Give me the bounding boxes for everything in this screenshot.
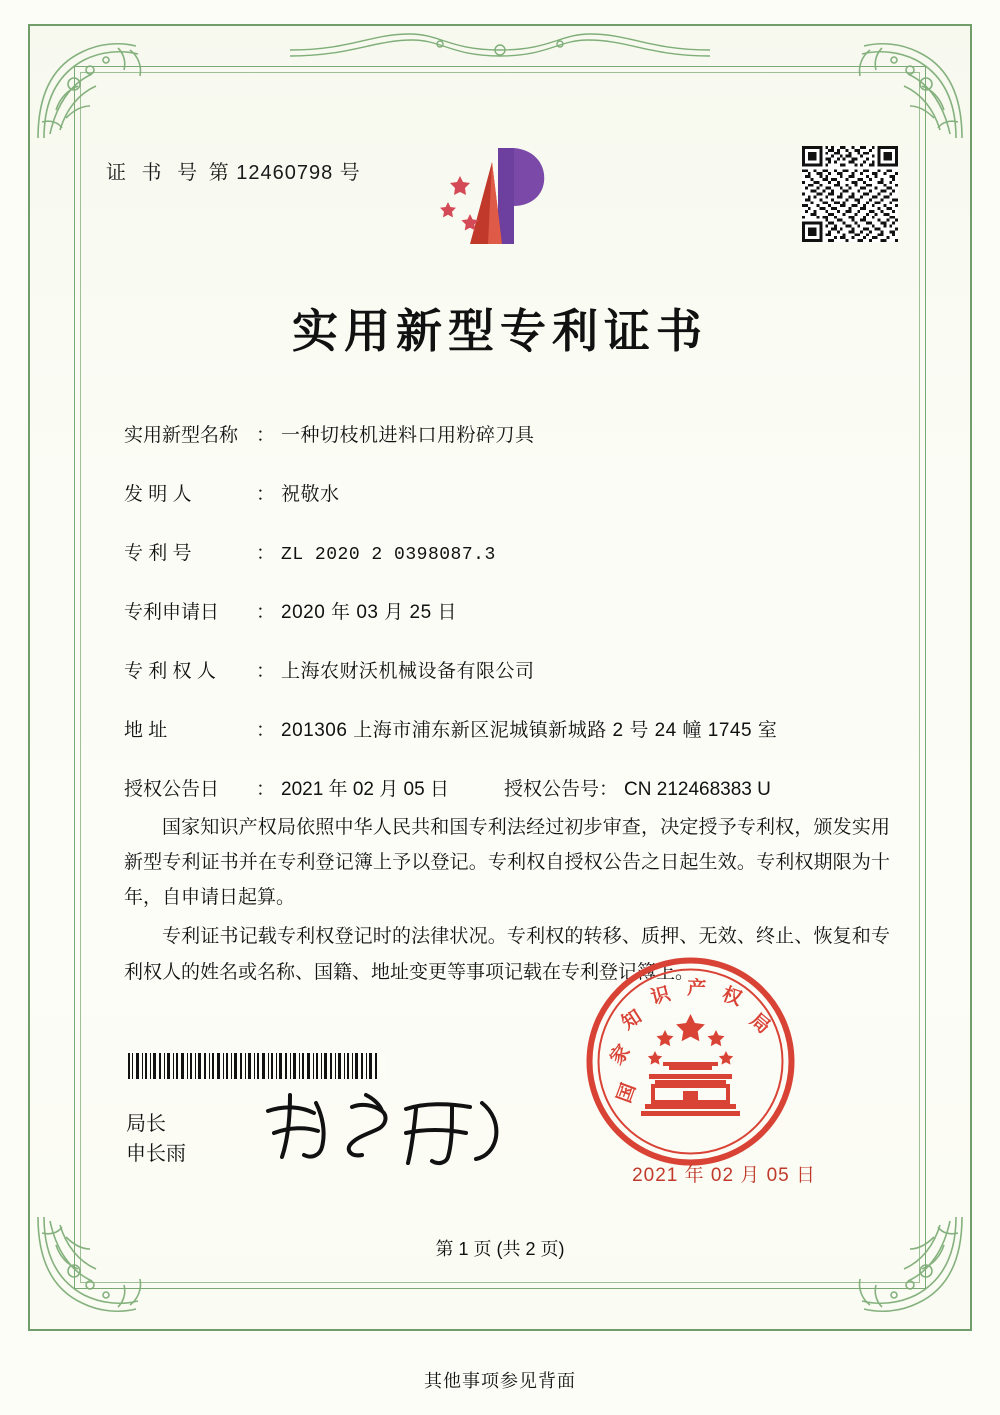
field-row-patent-number xyxy=(124,538,894,565)
field-value-name: 一种切枝机进料口用粉碎刀具 xyxy=(281,425,535,446)
field-colon: ： xyxy=(256,661,276,682)
svg-text:识: 识 xyxy=(648,983,673,1009)
field-colon: ： xyxy=(599,779,619,800)
field-row-inventor xyxy=(124,479,894,506)
field-value-grant-date: 2021 年 02 月 05 日 xyxy=(281,779,449,800)
field-colon: ： xyxy=(256,720,276,741)
page-title: 实用新型专利证书 xyxy=(292,304,708,358)
legal-paragraph-1: 国家知识产权局依照中华人民共和国专利法经过初步审查，决定授予专利权，颁发实用新型专利证书并在专利登记簿上予以登记。专利权自授权公告之日起生效。专利权期限为十年，自申请日起算。 xyxy=(124,817,890,909)
top-border-ornament-icon xyxy=(290,26,710,72)
signature-block xyxy=(126,1109,186,1169)
field-colon: ： xyxy=(256,484,276,505)
field-value-application-date: 2020 年 03 月 25 日 xyxy=(281,602,457,623)
field-label-address: 地 址 xyxy=(124,720,168,741)
svg-text:产: 产 xyxy=(686,978,707,1000)
field-row-grant xyxy=(124,774,894,801)
cnipa-logo-icon xyxy=(440,140,560,255)
svg-text:权: 权 xyxy=(719,983,745,1011)
field-label-patentee: 专 利 权 人 xyxy=(124,661,216,682)
svg-text:知: 知 xyxy=(618,1006,646,1035)
field-colon: ： xyxy=(256,602,276,623)
certificate-number xyxy=(106,156,361,185)
svg-text:家: 家 xyxy=(606,1041,635,1070)
barcode xyxy=(126,1053,386,1079)
director-title: 局长 xyxy=(126,1113,166,1135)
field-row-address xyxy=(124,715,894,742)
legal-paragraph-2: 专利证书记载专利权登记时的法律状况。专利权的转移、质押、无效、终止、恢复和专利权人的姓名或名称、国籍、地址变更等事项记载在专利登记簿上。 xyxy=(124,926,890,983)
certificate-content xyxy=(96,110,904,1275)
field-label-patent-number: 专 利 号 xyxy=(124,543,192,564)
field-row-patentee xyxy=(124,656,894,683)
certificate-number-value: 第 12460798 号 xyxy=(208,162,361,184)
field-colon: ： xyxy=(256,543,276,564)
field-value-address: 201306 上海市浦东新区泥城镇新城路 2 号 24 幢 1745 室 xyxy=(281,720,778,741)
director-name: 申长雨 xyxy=(126,1143,186,1165)
field-value-inventor: 祝敬水 xyxy=(281,484,340,505)
field-value-grant-number: CN 212468383 U xyxy=(624,779,771,800)
footer-note: 其他事项参见背面 xyxy=(424,1371,576,1391)
svg-text:局: 局 xyxy=(745,1009,774,1039)
field-label-application-date: 专利申请日 xyxy=(124,602,220,623)
page-number: 第 1 页 (共 2 页) xyxy=(435,1239,565,1259)
field-label-grant-date: 授权公告日 xyxy=(124,779,220,800)
field-row-name xyxy=(124,420,894,447)
field-colon: ： xyxy=(256,425,276,446)
svg-text:国: 国 xyxy=(613,1080,641,1106)
field-value-patent-number: ZL 2020 2 0398087.3 xyxy=(281,545,496,565)
seal-date: 2021 年 02 月 05 日 xyxy=(632,1165,816,1186)
certificate-number-label: 证 书 号 xyxy=(106,162,203,184)
field-value-patentee: 上海农财沃机械设备有限公司 xyxy=(281,661,535,682)
official-red-seal xyxy=(583,954,798,1169)
field-label-name: 实用新型名称 xyxy=(124,425,239,446)
handwritten-signature-icon xyxy=(256,1085,516,1175)
field-colon: ： xyxy=(256,779,276,800)
patent-fields xyxy=(124,420,894,821)
field-label-grant-number: 授权公告号 xyxy=(504,779,600,800)
field-row-application-date xyxy=(124,597,894,624)
field-label-inventor: 发 明 人 xyxy=(124,484,192,505)
qr-code xyxy=(802,146,898,242)
